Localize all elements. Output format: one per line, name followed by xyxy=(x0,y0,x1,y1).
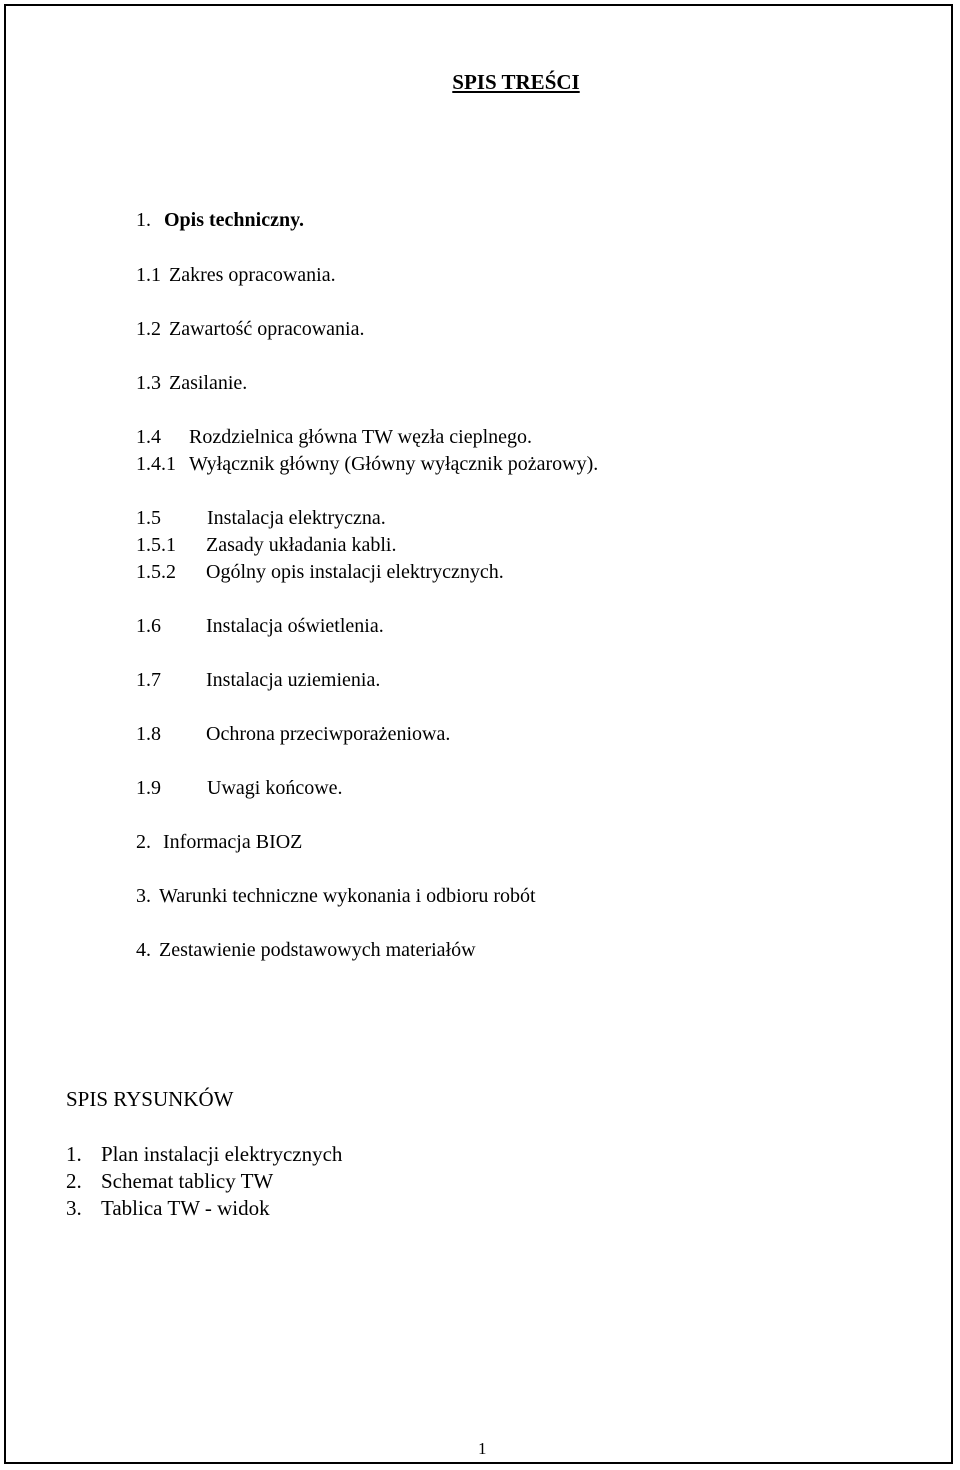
toc-item-number: 1.3 xyxy=(136,372,161,394)
toc-item-number: 1.8 xyxy=(136,723,161,745)
toc-item-label: Warunki techniczne wykonania i odbioru robót xyxy=(159,885,536,907)
toc-item xyxy=(136,614,384,638)
figure-item-number: 1. xyxy=(66,1142,82,1166)
toc-item-label: Rozdzielnica główna TW węzła cieplnego. xyxy=(189,426,533,448)
toc-item-label: Zasilanie. xyxy=(169,372,248,394)
toc-item xyxy=(136,208,304,232)
toc-title: SPIS TREŚCI xyxy=(452,70,580,94)
toc-item-number: 1.7 xyxy=(136,669,161,691)
toc-item-label: Zawartość opracowania. xyxy=(169,318,365,340)
toc-item-label: Instalacja elektryczna. xyxy=(207,507,386,529)
toc-item xyxy=(136,668,380,692)
toc-item xyxy=(136,776,343,800)
toc-item xyxy=(136,722,450,746)
toc-item-label: Zestawienie podstawowych materiałów xyxy=(159,939,476,961)
toc-item-number: 1.5.1 xyxy=(136,534,176,556)
toc-item xyxy=(136,884,536,908)
toc-item-label: Wyłącznik główny (Główny wyłącznik pożarowy). xyxy=(189,453,599,475)
toc-item xyxy=(136,506,386,530)
toc-item-number: 1.2 xyxy=(136,318,161,340)
toc-item-label: Uwagi końcowe. xyxy=(207,777,343,799)
toc-item xyxy=(136,371,247,395)
figure-item xyxy=(66,1196,270,1220)
toc-item-number: 1.9 xyxy=(136,777,161,799)
toc-item-label: Zasady układania kabli. xyxy=(206,534,397,556)
toc-item-number: 1.5 xyxy=(136,507,161,529)
toc-item-number: 1.4 xyxy=(136,426,161,448)
figure-item-number: 2. xyxy=(66,1169,82,1193)
page-number: 1 xyxy=(478,1439,487,1458)
toc-item xyxy=(136,317,364,341)
toc-item xyxy=(136,425,532,449)
toc-item-number: 1.1 xyxy=(136,264,161,286)
toc-item-number: 1. xyxy=(136,209,151,231)
toc-item-label: Instalacja oświetlenia. xyxy=(206,615,384,637)
figure-item-label: Plan instalacji elektrycznych xyxy=(101,1142,343,1166)
figure-item xyxy=(66,1142,342,1166)
figure-item-label: Tablica TW - widok xyxy=(101,1196,270,1220)
figure-item-label: Schemat tablicy TW xyxy=(101,1169,274,1193)
figure-item xyxy=(66,1169,273,1193)
toc-item-label: Opis techniczny. xyxy=(164,209,305,231)
toc-item-label: Informacja BIOZ xyxy=(163,831,303,853)
toc-item-number: 4. xyxy=(136,939,151,961)
toc-item xyxy=(136,533,397,557)
toc-item-label: Ochrona przeciwporażeniowa. xyxy=(206,723,451,745)
toc-item-label: Ogólny opis instalacji elektrycznych. xyxy=(206,561,504,583)
toc-item-label: Instalacja uziemienia. xyxy=(206,669,381,691)
toc-item xyxy=(136,830,302,854)
toc-item xyxy=(136,560,504,584)
toc-item-number: 1.6 xyxy=(136,615,161,637)
toc-item-label: Zakres opracowania. xyxy=(169,264,336,286)
toc-item xyxy=(136,263,336,287)
toc-item xyxy=(136,452,598,476)
toc-item-number: 2. xyxy=(136,831,151,853)
figure-item-number: 3. xyxy=(66,1196,82,1220)
figures-title: SPIS RYSUNKÓW xyxy=(66,1087,234,1111)
toc-item-number: 1.4.1 xyxy=(136,453,176,475)
toc-item-number: 3. xyxy=(136,885,151,907)
toc-item xyxy=(136,938,476,962)
toc-item-number: 1.5.2 xyxy=(136,561,176,583)
